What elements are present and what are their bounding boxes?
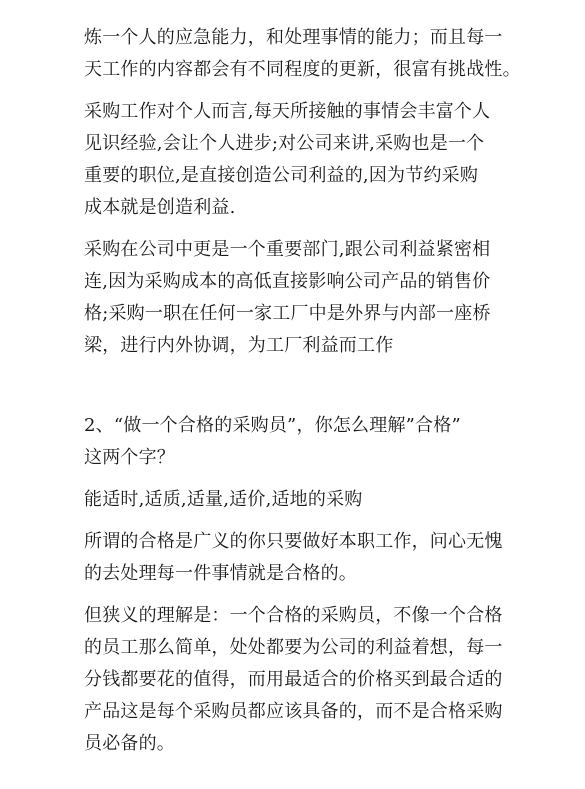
question-heading — [84, 410, 535, 474]
answer-paragraph — [84, 600, 535, 760]
text-line: 天工作的内容都会有不同程度的更新，很富有挑战性。 — [84, 59, 521, 80]
text-line: 产品这是每个采购员都应该具备的，而不是合格采购 — [84, 701, 503, 722]
text-line: 连,因为采购成本的高低直接影响公司产品的销售价 — [84, 271, 491, 292]
text-line: 成本就是创造利益. — [84, 197, 236, 218]
text-line: 这两个字？ — [84, 447, 175, 468]
text-line: 的去处理每一件事情就是合格的。 — [84, 563, 357, 584]
text-line: 分钱都要花的值得，而用最适合的价格买到最合适的 — [84, 669, 503, 690]
text-line: 员必备的。 — [84, 733, 175, 754]
text-line: 所谓的合格是广义的你只要做好本职工作，问心无愧 — [84, 531, 503, 552]
answer-paragraph — [84, 484, 535, 516]
paragraph — [84, 234, 535, 362]
text-line: 梁，进行内外协调，为工厂利益而工作 — [84, 335, 394, 356]
text-line: 格;采购一职在任何一家工厂中是外界与内部一座桥 — [84, 303, 491, 324]
text-line: 2、“做一个合格的采购员”，你怎么理解”合格” — [84, 415, 461, 436]
text-line: 能适时,适质,适量,适价,适地的采购 — [84, 489, 363, 510]
answer-paragraph — [84, 526, 535, 590]
paragraph — [84, 96, 535, 224]
text-line: 重要的职位,是直接创造公司利益的,因为节约采购 — [84, 165, 479, 186]
text-line: 采购在公司中更是一个重要部门,跟公司利益紧密相 — [84, 239, 491, 260]
text-line: 炼一个人的应急能力，和处理事情的能力；而且每一 — [84, 27, 503, 48]
text-line: 采购工作对个人而言,每天所接触的事情会丰富个人 — [84, 101, 491, 122]
text-line: 见识经验,会让个人进步;对公司来讲,采购也是一个 — [84, 133, 485, 154]
paragraph — [84, 22, 535, 86]
text-line: 的员工那么简单，处处都要为公司的利益着想，每一 — [84, 637, 503, 658]
text-line: 但狭义的理解是：一个合格的采购员，不像一个合格 — [84, 605, 503, 626]
